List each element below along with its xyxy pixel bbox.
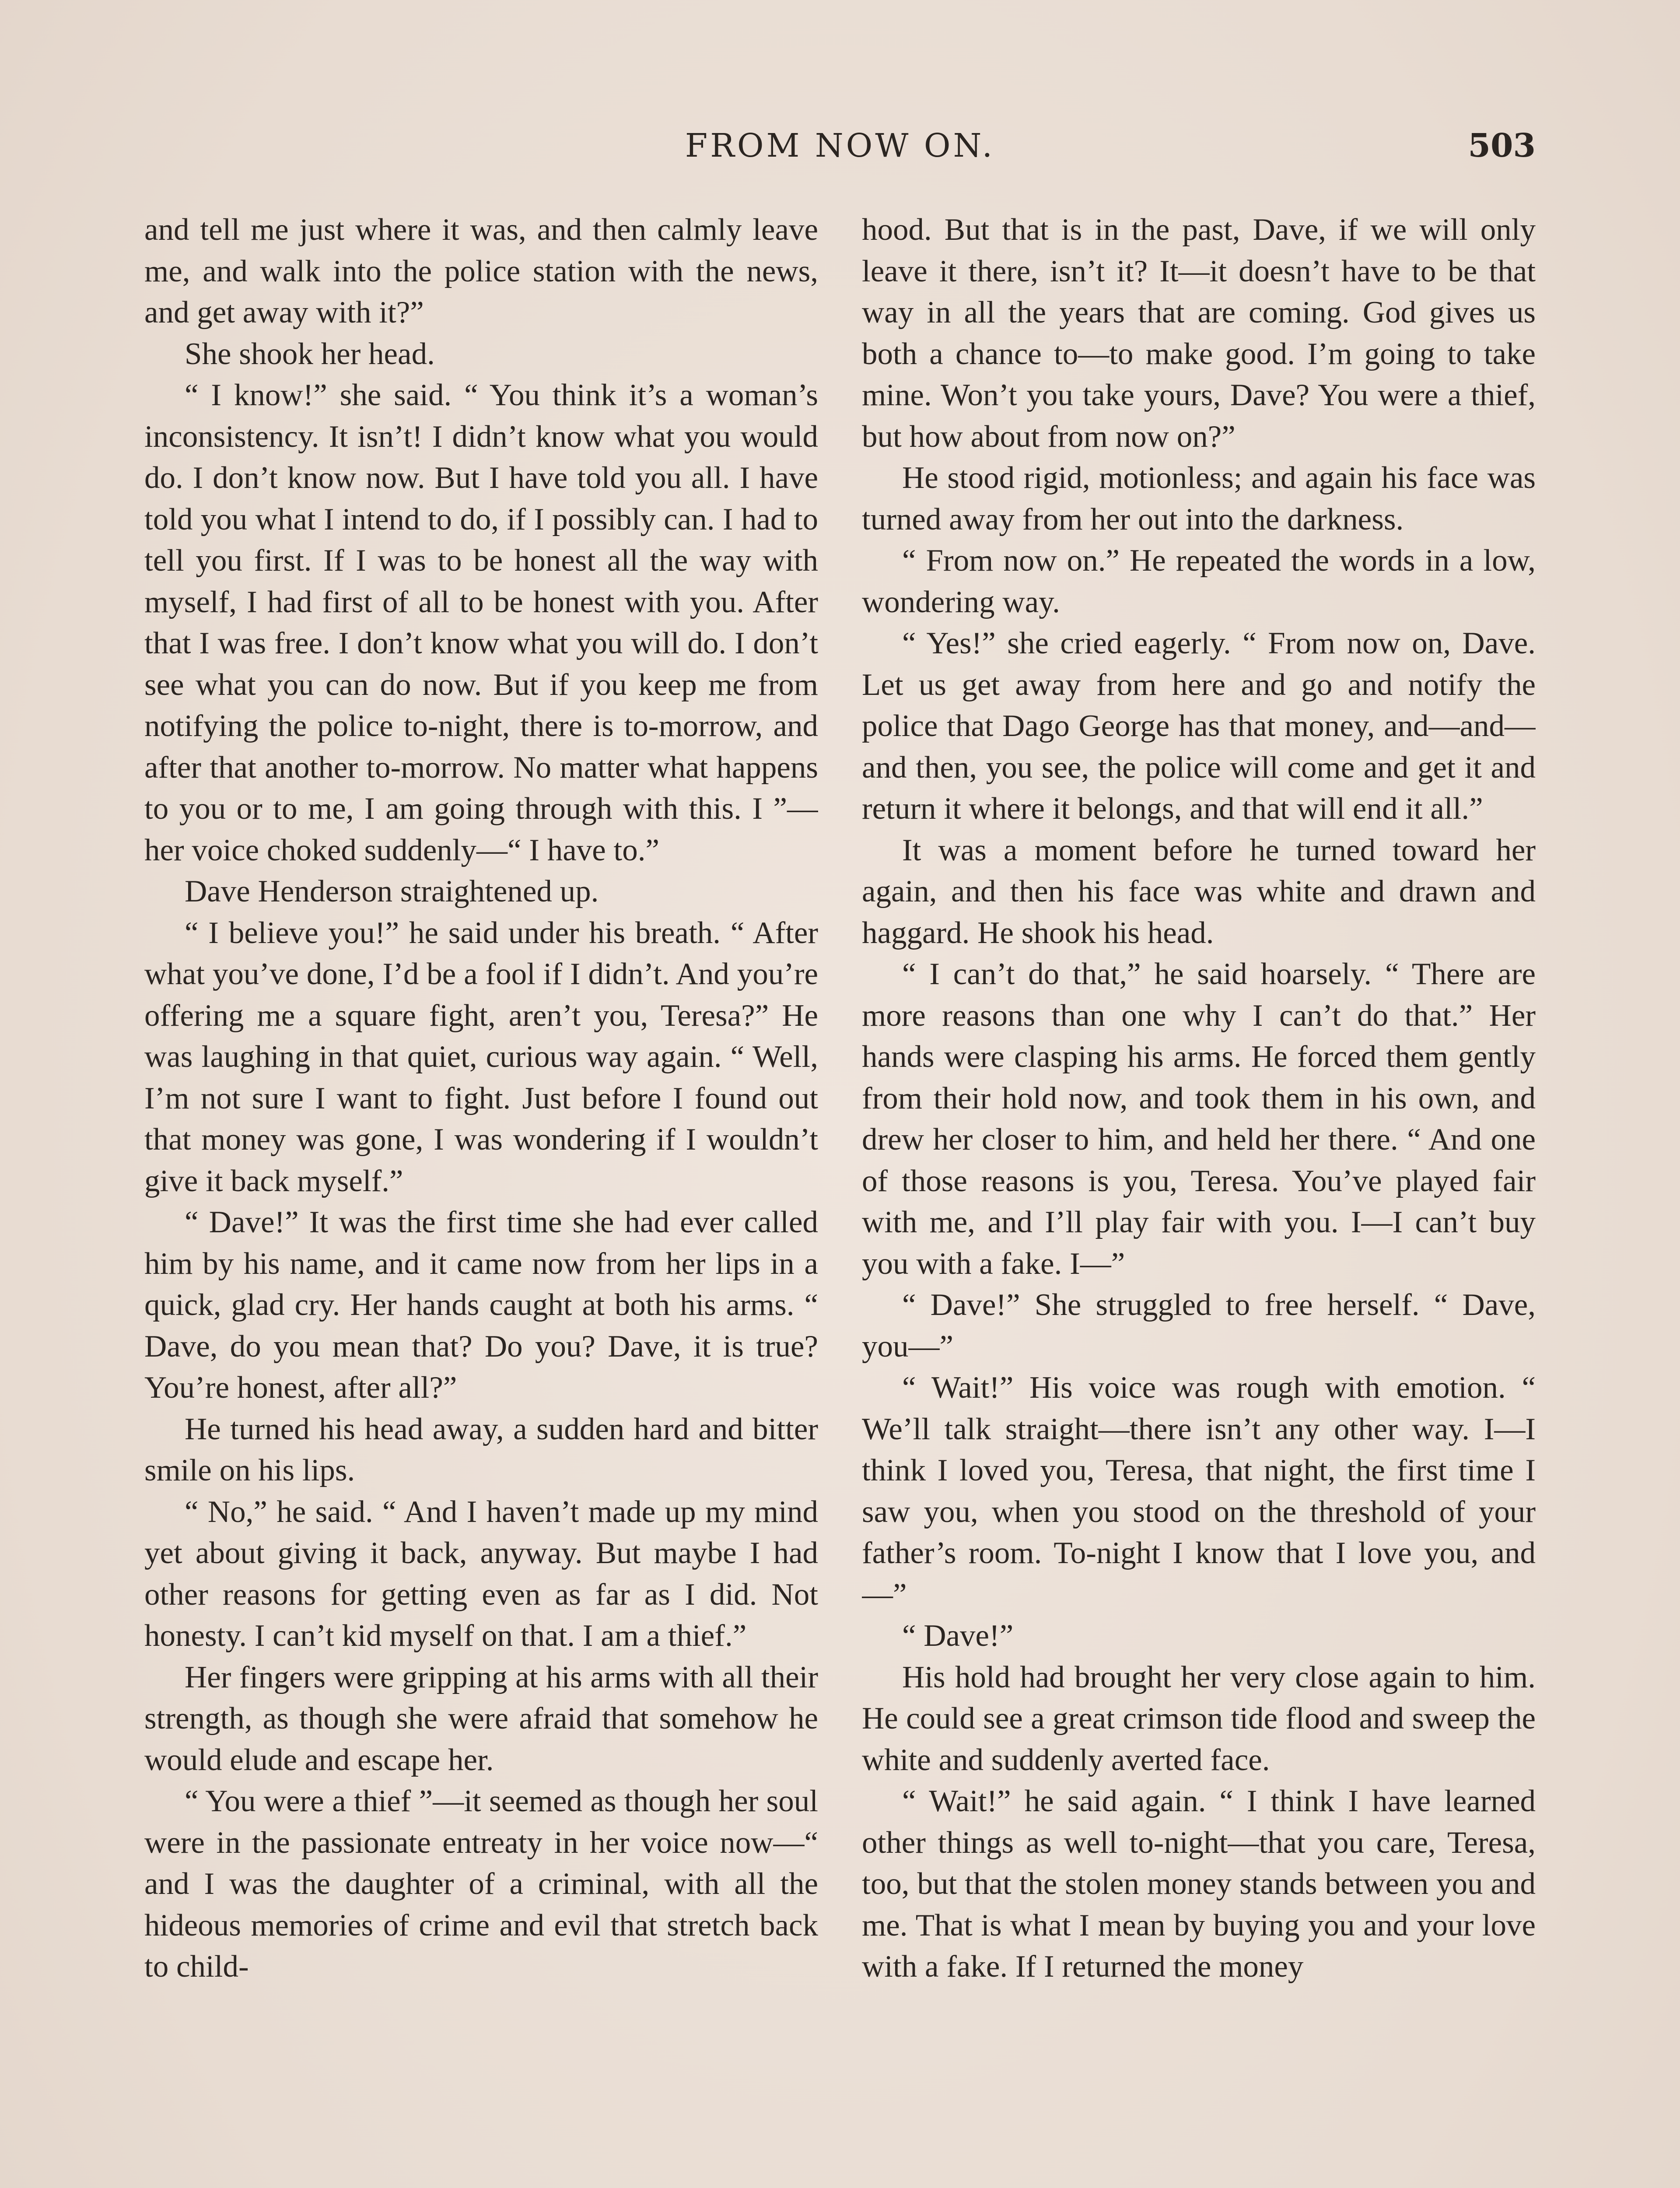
paragraph: “ Dave!” <box>902 1619 1014 1653</box>
paragraph: hood. But that is in the past, Dave, if we will only leave it there, isn’t it? It—it doesn’t have to be that way in all the years that are coming. God gives us both a chance to—to make good. I’m going to take mine. Won’t you take yours, Dave? You were a thief, but how about from now on?” <box>862 213 1536 454</box>
paragraph: He turned his head away, a sudden hard and bitter smile on his lips. <box>144 1412 818 1487</box>
paragraph: Her fingers were gripping at his arms with all their strength, as though she were afraid that somehow he would elude and escape her. <box>144 1660 818 1777</box>
paragraph: “ Dave!” It was the first time she had ever called him by his name, and it came now from her lips in a quick, glad cry. Her hands caught at both his arms. “ Dave, do you mean that? Do you? Dave, it is true? You’re honest, after all?” <box>144 1205 818 1405</box>
left-column <box>144 209 818 2188</box>
paragraph: “ No,” he said. “ And I haven’t made up my mind yet about giving it back, anyway. But maybe I had other reasons for getting even as far as I did. Not honesty. I can’t kid myself on that. I am a thief.” <box>144 1494 818 1653</box>
paragraph: “ Wait!” His voice was rough with emotion. “ We’ll talk straight—there isn’t any other way. I—I think I loved you, Teresa, that night, the first time I saw you, when you stood on the threshold of your father’s room. To-night I know that I love you, and—” <box>862 1371 1536 1612</box>
right-column <box>862 209 1536 2188</box>
paragraph: “ I can’t do that,” he said hoarsely. “ There are more reasons than one why I can’t do that.” Her hands were clasping his arms. He forced them gently from their hold now, and took them in his own, and drew her closer to him, and held her there. “ And one of those reasons is you, Teresa. You’ve played fair with me, and I’ll play fair with you. I—I can’t buy you with a fake. I—” <box>862 957 1536 1281</box>
paragraph: “ You were a thief ”—it seemed as though her soul were in the passionate entreaty in her voice now—“ and I was the daughter of a criminal, with all the hideous memories of crime and evil that stretch back to child- <box>144 1784 818 1984</box>
paragraph: His hold had brought her very close again to him. He could see a great crimson tide flood and sweep the white and suddenly averted face. <box>862 1660 1536 1777</box>
paragraph: “ Wait!” he said again. “ I think I have learned other things as well to-night—that you care, Teresa, too, but that the stolen money stands between you and me. That is what I mean by buying you and your love with a fake. If I returned the money <box>862 1784 1536 1984</box>
running-title: FROM NOW ON. <box>685 127 995 165</box>
paragraph: She shook her head. <box>185 337 435 371</box>
paragraph: He stood rigid, motionless; and again his face was turned away from her out into the darkness. <box>862 461 1536 536</box>
paragraph: It was a moment before he turned toward her again, and then his face was white and drawn and haggard. He shook his head. <box>862 833 1536 950</box>
page-header <box>144 127 1536 179</box>
paragraph: “ From now on.” He repeated the words in a low, wondering way. <box>862 543 1536 619</box>
paragraph: “ Yes!” she cried eagerly. “ From now on, Dave. Let us get away from here and go and notify the police that Dago George has that money, and—and—and then, you see, the police will come and get it and return it where it belongs, and that will end it all.” <box>862 626 1536 826</box>
paragraph: Dave Henderson straightened up. <box>185 874 599 908</box>
page-number: 503 <box>1468 127 1536 165</box>
text-columns <box>144 209 1536 2188</box>
paragraph: and tell me just where it was, and then calmly leave me, and walk into the police station with the news, and get away with it?” <box>144 213 818 330</box>
paragraph: “ I know!” she said. “ You think it’s a woman’s inconsistency. It isn’t! I didn’t know what you would do. I don’t know now. But I have told you all. I have told you what I intend to do, if I possibly can. I had to tell you first. If I was to be honest all the way with myself, I had first of all to be honest with you. After that I was free. I don’t know what you will do. I don’t see what you can do now. But if you keep me from notifying the police to-night, there is to-morrow, and after that another to-morrow. No matter what happens to you or to me, I am going through with this. I ”—her voice choked suddenly—“ I have to.” <box>144 378 818 867</box>
paragraph: “ Dave!” She struggled to free herself. “ Dave, you—” <box>862 1288 1536 1364</box>
paragraph: “ I believe you!” he said under his breath. “ After what you’ve done, I’d be a fool if I didn’t. And you’re offering me a square fight, aren’t you, Teresa?” He was laughing in that quiet, curious way again. “ Well, I’m not sure I want to fight. Just before I found out that money was gone, I was wondering if I wouldn’t give it back myself.” <box>144 915 818 1198</box>
